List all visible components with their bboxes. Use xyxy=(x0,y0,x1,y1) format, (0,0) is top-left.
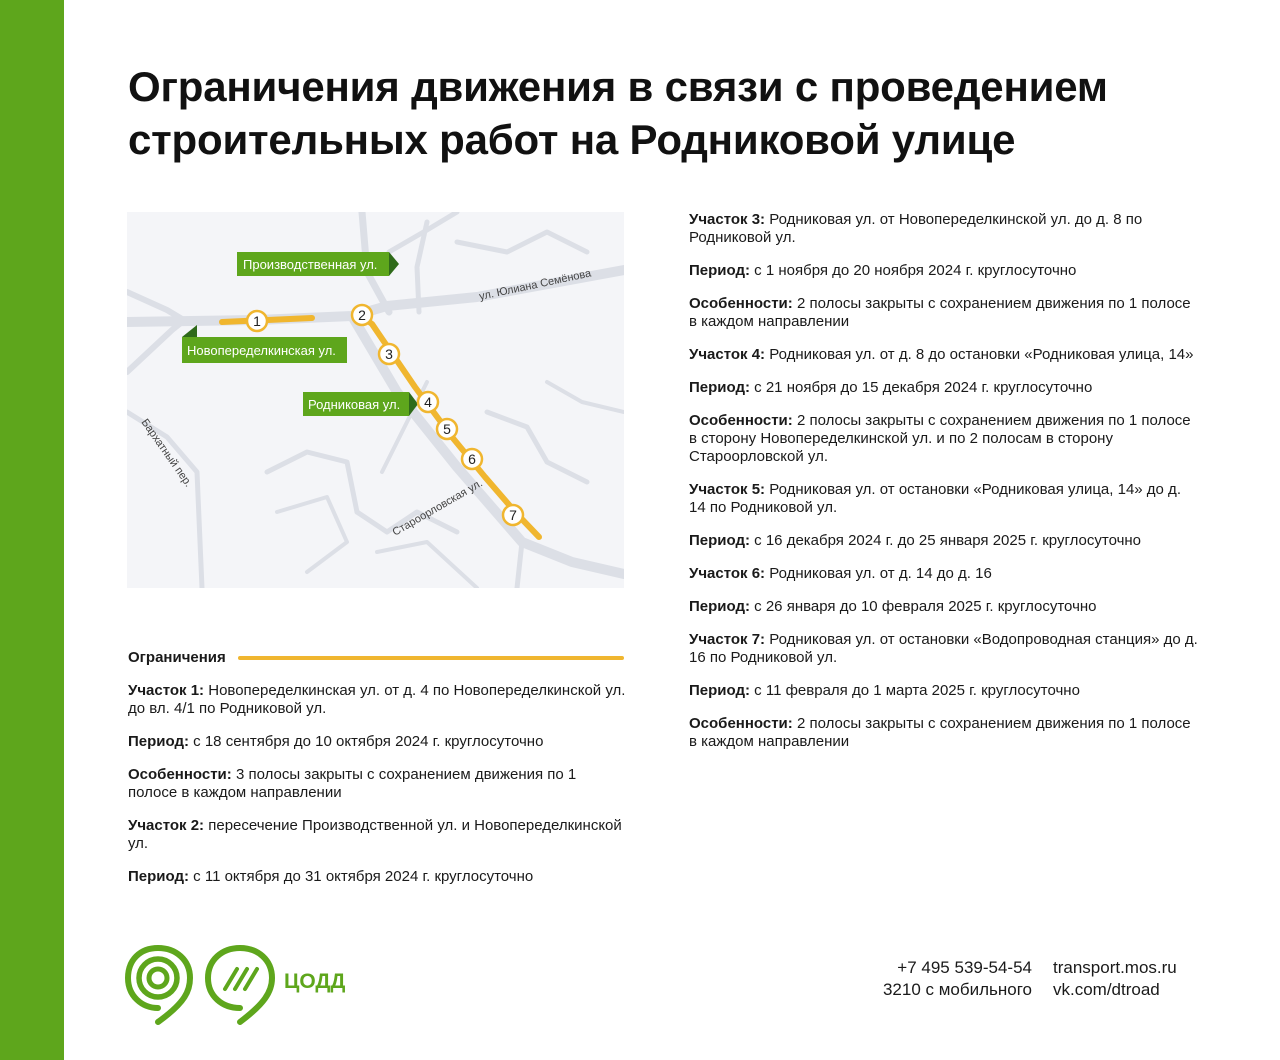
web-contacts xyxy=(1053,957,1177,1001)
restrictions-label: Ограничения xyxy=(128,649,226,666)
section-paragraph: Период: с 16 декабря 2024 г. до 25 января 2025 г. круглосуточно xyxy=(689,532,1142,549)
section-paragraph: Участок 3: Родниковая ул. от Новопеределкинской ул. до д. 8 по Родниковой ул. xyxy=(689,211,1143,246)
svg-text:7: 7 xyxy=(509,507,517,523)
section-paragraph: Период: с 11 октября до 31 октября 2024 г. круглосуточно xyxy=(128,868,534,885)
section-paragraph: Участок 6: Родниковая ул. от д. 14 до д. 16 xyxy=(689,565,992,582)
phone-contacts xyxy=(860,957,1032,1001)
restrictions-legend xyxy=(128,649,624,669)
section-paragraph: Особенности: 2 полосы закрыты с сохранением движения по 1 полосе в сторону Новопеределкинской ул. и по 2 полосам в сторону Староорловской ул. xyxy=(689,412,1191,465)
section-paragraph: Особенности: 2 полосы закрыты с сохранением движения по 1 полосе в каждом направлении xyxy=(689,295,1191,330)
map-marker-3 xyxy=(379,344,399,364)
site-link[interactable]: transport.mos.ru xyxy=(1053,958,1177,977)
svg-text:Производственная ул.: Производственная ул. xyxy=(243,257,378,272)
street-name-yuliana-semenova: ул. Юлиана Семёнова xyxy=(478,267,593,303)
section-paragraph: Участок 5: Родниковая ул. от остановки «Родниковая улица, 14» до д. 14 по Родниковой ул. xyxy=(689,481,1181,516)
label-novoperedelkinskaya xyxy=(182,325,347,363)
sections-column-right xyxy=(689,211,1199,766)
map-graphic xyxy=(127,212,624,588)
brand-logos xyxy=(124,944,364,1033)
restrictions-legend-line xyxy=(238,656,624,660)
section-paragraph: Период: с 11 февраля до 1 марта 2025 г. круглосуточно xyxy=(689,682,1080,699)
page-title: Ограничения движения в связи с проведением строительных работ на Родниковой улице xyxy=(128,63,1108,163)
street-name-staroorlovskaya: Староорловская ул. xyxy=(390,477,485,539)
map-marker-1 xyxy=(247,311,267,331)
street-name-barkhatny: Бархатный пер. xyxy=(138,416,195,490)
vk-link[interactable]: vk.com/dtroad xyxy=(1053,980,1160,999)
section-paragraph: Участок 2: пересечение Производственной ул. и Новопеределкинской ул. xyxy=(128,817,622,852)
svg-text:2: 2 xyxy=(358,307,366,323)
svg-text:Родниковая ул.: Родниковая ул. xyxy=(308,397,401,412)
moscow-transport-logo xyxy=(128,948,190,1022)
label-proizvodstvennaya xyxy=(237,252,399,276)
section-paragraph: Особенности: 2 полосы закрыты с сохранением движения по 1 полосе в каждом направлении xyxy=(689,715,1191,750)
map-marker-4 xyxy=(418,392,438,412)
svg-text:5: 5 xyxy=(443,421,451,437)
phone-number[interactable]: +7 495 539-54-54 xyxy=(897,958,1032,977)
map-marker-7 xyxy=(503,505,523,525)
mobile-short-number[interactable]: 3210 с мобильного xyxy=(882,980,1032,999)
svg-text:1: 1 xyxy=(253,313,261,329)
side-accent-bar xyxy=(0,0,64,1060)
map-marker-2 xyxy=(352,305,372,325)
section-paragraph: Участок 7: Родниковая ул. от остановки «Водопроводная станция» до д. 16 по Родниковой ул. xyxy=(689,631,1198,666)
sections-column-left xyxy=(128,682,628,901)
section-paragraph: Участок 4: Родниковая ул. от д. 8 до остановки «Родниковая улица, 14» xyxy=(689,346,1194,363)
label-rodnikovaya xyxy=(303,392,418,416)
brand-name: ЦОДД xyxy=(284,970,346,993)
svg-text:6: 6 xyxy=(468,451,476,467)
section-paragraph: Период: с 21 ноября до 15 декабря 2024 г. круглосуточно xyxy=(689,379,1093,396)
section-paragraph: Период: с 18 сентября до 10 октября 2024 г. круглосуточно xyxy=(128,733,544,750)
section-paragraph: Участок 1: Новопеределкинская ул. от д. 4 по Новопеределкинской ул. до вл. 4/1 по Родниковой ул. xyxy=(128,682,626,717)
map-marker-6 xyxy=(462,449,482,469)
section-paragraph: Период: с 1 ноября до 20 ноября 2024 г. круглосуточно xyxy=(689,262,1077,279)
svg-text:4: 4 xyxy=(424,394,432,410)
section-paragraph: Период: с 26 января до 10 февраля 2025 г. круглосуточно xyxy=(689,598,1097,615)
svg-text:3: 3 xyxy=(385,346,393,362)
map-marker-5 xyxy=(437,419,457,439)
codd-logo xyxy=(208,948,272,1022)
section-paragraph: Особенности: 3 полосы закрыты с сохранением движения по 1 полосе в каждом направлении xyxy=(128,766,577,801)
route-map xyxy=(127,212,624,588)
svg-text:Новопеределкинская ул.: Новопеределкинская ул. xyxy=(187,343,336,358)
